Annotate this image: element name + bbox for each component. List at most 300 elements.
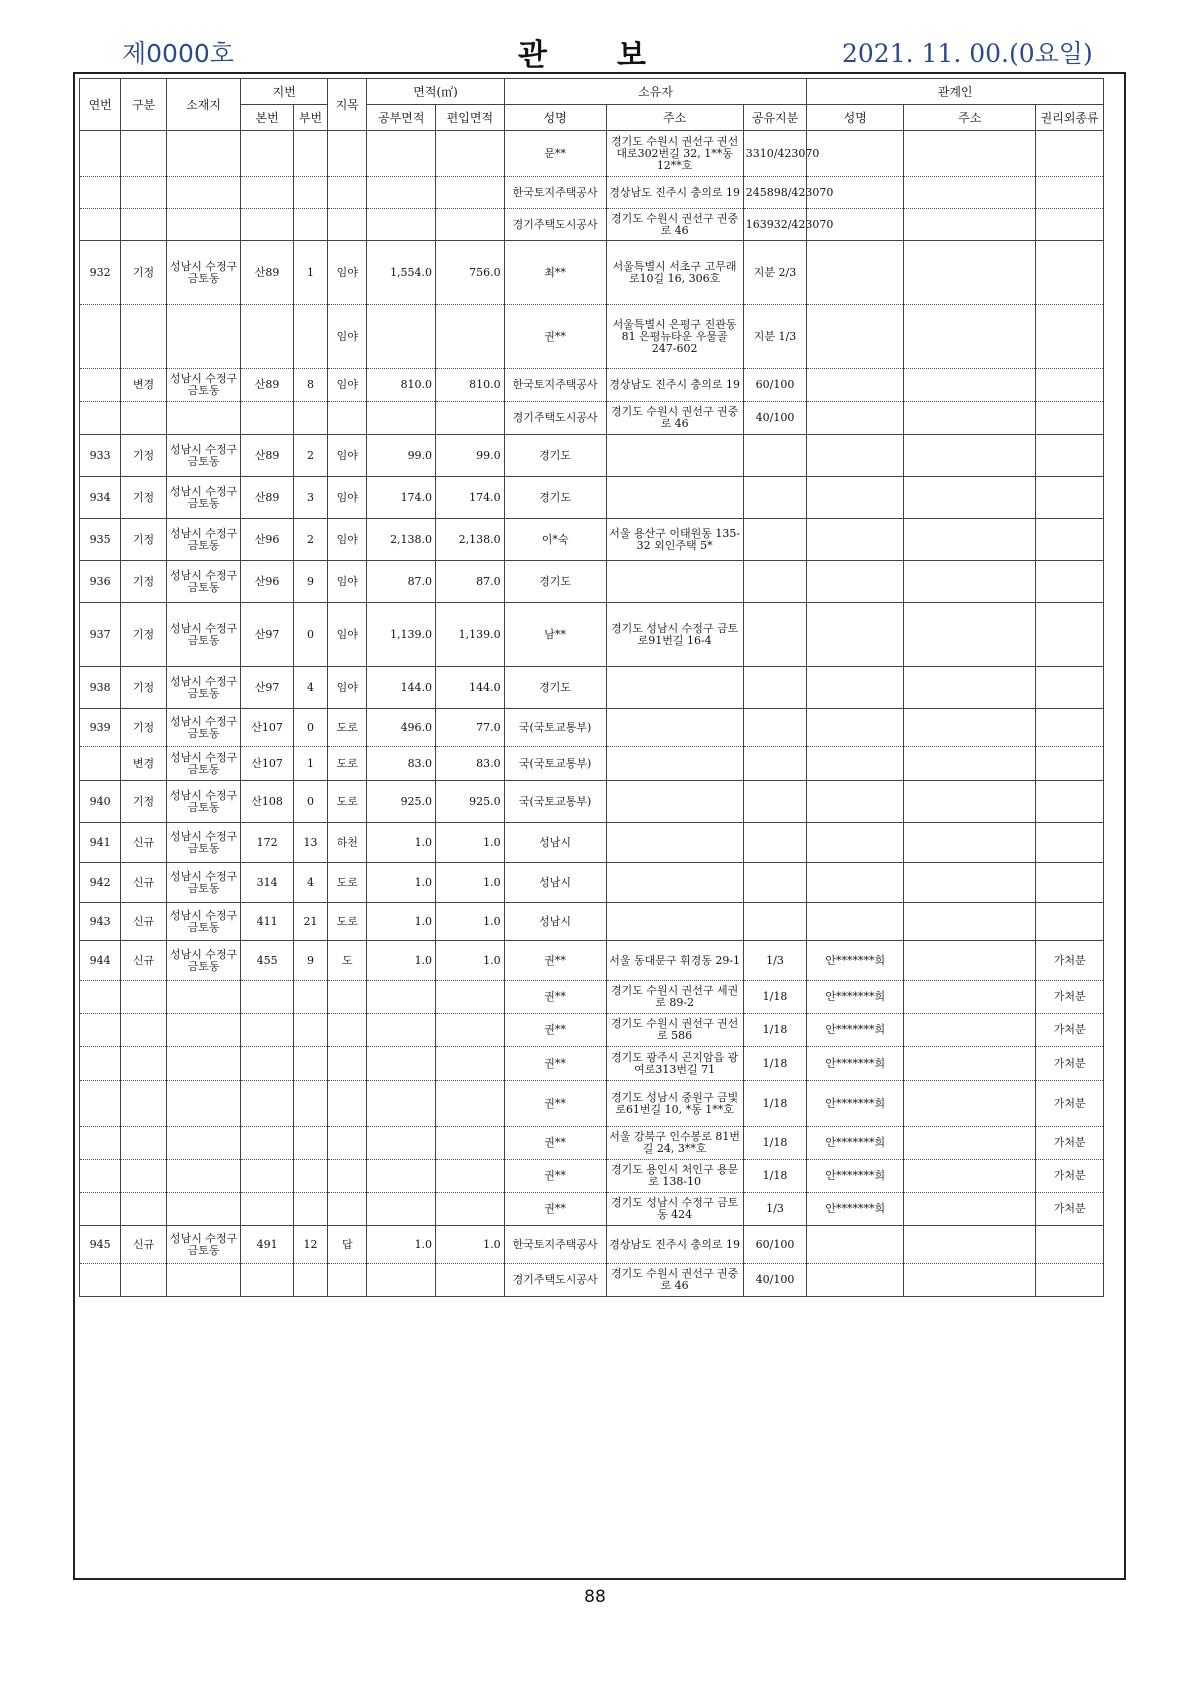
cell-owner-name: 경기도 — [504, 561, 606, 603]
cell-owner-name: 경기도 — [504, 667, 606, 709]
table-row — [80, 981, 1104, 1014]
cell-location: 성남시 수정구 금토동 — [166, 781, 241, 823]
cell-category — [328, 1127, 367, 1160]
cell-sub-no — [293, 1047, 327, 1081]
cell-main-no — [241, 209, 293, 241]
cell-share: 지분 2/3 — [743, 241, 807, 305]
table-row — [80, 1160, 1104, 1193]
cell-location — [166, 1047, 241, 1081]
cell-incl-area — [436, 981, 505, 1014]
cell-category: 도로 — [328, 781, 367, 823]
cell-incl-area — [436, 305, 505, 369]
col-rights: 권리외종류 — [1036, 105, 1104, 131]
cell-category: 임야 — [328, 241, 367, 305]
cell-incl-area: 1.0 — [436, 823, 505, 863]
cell-public-area — [367, 402, 436, 435]
cell-no — [80, 747, 121, 781]
cell-rel-address — [904, 177, 1036, 209]
cell-category — [328, 402, 367, 435]
cell-rel-address — [904, 402, 1036, 435]
cell-no — [80, 177, 121, 209]
cell-sub-no — [293, 131, 327, 177]
cell-incl-area — [436, 1160, 505, 1193]
cell-owner-address: 경기도 수원시 권선구 권선로 586 — [606, 1014, 743, 1047]
cell-sub-no: 2 — [293, 435, 327, 477]
cell-main-no: 산107 — [241, 747, 293, 781]
cell-category: 도로 — [328, 863, 367, 903]
cell-main-no — [241, 1127, 293, 1160]
cell-incl-area — [436, 1193, 505, 1226]
cell-no: 937 — [80, 603, 121, 667]
cell-incl-area: 77.0 — [436, 709, 505, 747]
cell-rel-address — [904, 747, 1036, 781]
cell-type: 변경 — [121, 747, 166, 781]
cell-share: 1/3 — [743, 941, 807, 981]
cell-main-no: 산96 — [241, 519, 293, 561]
cell-no: 939 — [80, 709, 121, 747]
cell-rel-name — [807, 781, 904, 823]
cell-incl-area: 1.0 — [436, 1226, 505, 1264]
cell-share — [743, 781, 807, 823]
cell-public-area: 810.0 — [367, 369, 436, 402]
cell-rel-name — [807, 667, 904, 709]
cell-owner-address — [606, 709, 743, 747]
cell-public-area — [367, 131, 436, 177]
cell-rel-address — [904, 435, 1036, 477]
cell-owner-address — [606, 667, 743, 709]
cell-category — [328, 209, 367, 241]
cell-category — [328, 1160, 367, 1193]
cell-public-area — [367, 1047, 436, 1081]
cell-main-no: 산89 — [241, 435, 293, 477]
cell-no — [80, 1081, 121, 1127]
cell-rel-name: 안*******희 — [807, 1193, 904, 1226]
col-location: 소재지 — [166, 79, 241, 131]
cell-owner-name: 성남시 — [504, 903, 606, 941]
cell-type: 기정 — [121, 709, 166, 747]
cell-rel-name: 안*******희 — [807, 981, 904, 1014]
cell-public-area: 1.0 — [367, 1226, 436, 1264]
cell-public-area: 1.0 — [367, 863, 436, 903]
cell-no: 940 — [80, 781, 121, 823]
cell-public-area — [367, 305, 436, 369]
cell-type — [121, 1193, 166, 1226]
cell-location: 성남시 수정구 금토동 — [166, 519, 241, 561]
cell-sub-no — [293, 981, 327, 1014]
cell-owner-name: 국(국토교통부) — [504, 747, 606, 781]
cell-no: 935 — [80, 519, 121, 561]
cell-owner-name: 권** — [504, 1127, 606, 1160]
cell-category — [328, 1081, 367, 1127]
cell-share: 40/100 — [743, 402, 807, 435]
cell-no: 942 — [80, 863, 121, 903]
cell-owner-name: 경기도 — [504, 477, 606, 519]
cell-rel-name — [807, 603, 904, 667]
cell-type: 기정 — [121, 435, 166, 477]
cell-type: 변경 — [121, 369, 166, 402]
cell-rel-name: 안*******희 — [807, 1047, 904, 1081]
cell-main-no: 455 — [241, 941, 293, 981]
cell-main-no: 산89 — [241, 477, 293, 519]
cell-sub-no: 1 — [293, 241, 327, 305]
cell-sub-no: 3 — [293, 477, 327, 519]
cell-incl-area: 810.0 — [436, 369, 505, 402]
cell-incl-area: 1.0 — [436, 941, 505, 981]
cell-rel-address — [904, 561, 1036, 603]
cell-main-no — [241, 305, 293, 369]
table-row — [80, 369, 1104, 402]
cell-public-area: 1.0 — [367, 823, 436, 863]
cell-owner-name: 한국토지주택공사 — [504, 177, 606, 209]
cell-type: 신규 — [121, 863, 166, 903]
cell-owner-name: 권** — [504, 1160, 606, 1193]
publication-title: 관보 — [518, 38, 716, 73]
col-public-area: 공부면적 — [367, 105, 436, 131]
cell-owner-name: 권** — [504, 1081, 606, 1127]
cell-location — [166, 131, 241, 177]
cell-share — [743, 747, 807, 781]
cell-rights — [1036, 369, 1104, 402]
cell-main-no — [241, 1264, 293, 1297]
cell-rel-name — [807, 241, 904, 305]
cell-no — [80, 209, 121, 241]
cell-location — [166, 402, 241, 435]
cell-rel-name — [807, 747, 904, 781]
cell-sub-no — [293, 1127, 327, 1160]
col-owner-address: 주소 — [606, 105, 743, 131]
cell-category: 임야 — [328, 667, 367, 709]
cell-owner-address: 경기도 수원시 권선구 권중로 46 — [606, 402, 743, 435]
cell-rel-name: 안*******희 — [807, 1127, 904, 1160]
cell-public-area: 1.0 — [367, 903, 436, 941]
cell-owner-name: 권** — [504, 981, 606, 1014]
cell-owner-address — [606, 903, 743, 941]
cell-sub-no — [293, 1193, 327, 1226]
cell-rel-name — [807, 823, 904, 863]
cell-public-area: 87.0 — [367, 561, 436, 603]
cell-owner-name: 권** — [504, 941, 606, 981]
cell-owner-address — [606, 823, 743, 863]
cell-owner-address: 서울특별시 은평구 진관동 81 은평뉴타운 우물골 247-602 — [606, 305, 743, 369]
cell-sub-no — [293, 1160, 327, 1193]
cell-owner-address: 경기도 수원시 권선구 권선대로302번길 32, 1**동 12**호 — [606, 131, 743, 177]
cell-type: 기정 — [121, 603, 166, 667]
cell-incl-area — [436, 1014, 505, 1047]
cell-rel-address — [904, 1264, 1036, 1297]
cell-incl-area — [436, 177, 505, 209]
cell-rights — [1036, 1226, 1104, 1264]
cell-main-no — [241, 177, 293, 209]
cell-rights — [1036, 402, 1104, 435]
cell-incl-area: 87.0 — [436, 561, 505, 603]
cell-no — [80, 402, 121, 435]
cell-rel-address — [904, 477, 1036, 519]
cell-public-area: 496.0 — [367, 709, 436, 747]
cell-main-no: 산107 — [241, 709, 293, 747]
cell-share — [743, 561, 807, 603]
cell-rel-address — [904, 369, 1036, 402]
cell-incl-area — [436, 131, 505, 177]
cell-rights — [1036, 305, 1104, 369]
cell-sub-no — [293, 209, 327, 241]
cell-type — [121, 1081, 166, 1127]
cell-rel-address — [904, 131, 1036, 177]
cell-rel-name: 안*******희 — [807, 941, 904, 981]
cell-owner-address: 경기도 수원시 권선구 권중로 46 — [606, 1264, 743, 1297]
cell-sub-no — [293, 1264, 327, 1297]
cell-rights — [1036, 131, 1104, 177]
cell-no: 936 — [80, 561, 121, 603]
cell-location: 성남시 수정구 금토동 — [166, 709, 241, 747]
cell-rel-address — [904, 781, 1036, 823]
cell-owner-address: 경기도 용인시 처인구 용문로 138-10 — [606, 1160, 743, 1193]
cell-owner-name: 국(국토교통부) — [504, 781, 606, 823]
cell-owner-name: 경기주택도시공사 — [504, 402, 606, 435]
page-number: 88 — [584, 1587, 606, 1607]
table-row — [80, 903, 1104, 941]
cell-incl-area — [436, 1047, 505, 1081]
col-lot: 지번 — [241, 79, 328, 105]
cell-incl-area: 144.0 — [436, 667, 505, 709]
cell-category: 임야 — [328, 519, 367, 561]
cell-no: 945 — [80, 1226, 121, 1264]
cell-category: 임야 — [328, 305, 367, 369]
cell-rights — [1036, 863, 1104, 903]
cell-public-area — [367, 209, 436, 241]
cell-category — [328, 131, 367, 177]
cell-location — [166, 305, 241, 369]
cell-owner-name: 경기도 — [504, 435, 606, 477]
cell-share — [743, 823, 807, 863]
cell-owner-address — [606, 561, 743, 603]
cell-rel-address — [904, 1160, 1036, 1193]
cell-share: 60/100 — [743, 369, 807, 402]
cell-rel-address — [904, 209, 1036, 241]
cell-rights: 가처분 — [1036, 1127, 1104, 1160]
cell-owner-address: 경상남도 진주시 충의로 19 — [606, 1226, 743, 1264]
cell-rel-name — [807, 709, 904, 747]
table-body — [80, 131, 1104, 1297]
cell-category: 임야 — [328, 603, 367, 667]
cell-sub-no — [293, 177, 327, 209]
cell-location — [166, 1014, 241, 1047]
cell-main-no — [241, 402, 293, 435]
cell-category: 도로 — [328, 747, 367, 781]
cell-rights: 가처분 — [1036, 1014, 1104, 1047]
cell-share: 3310/423070 — [743, 131, 807, 177]
table-row — [80, 1127, 1104, 1160]
cell-incl-area: 2,138.0 — [436, 519, 505, 561]
cell-type — [121, 209, 166, 241]
cell-owner-name: 한국토지주택공사 — [504, 1226, 606, 1264]
cell-share: 지분 1/3 — [743, 305, 807, 369]
cell-location: 성남시 수정구 금토동 — [166, 903, 241, 941]
cell-type — [121, 1264, 166, 1297]
cell-owner-address: 경기도 성남시 중원구 금빛로61번길 10, *동 1**호 — [606, 1081, 743, 1127]
cell-rel-name — [807, 435, 904, 477]
table-row — [80, 1047, 1104, 1081]
cell-incl-area: 174.0 — [436, 477, 505, 519]
cell-public-area: 144.0 — [367, 667, 436, 709]
cell-main-no — [241, 981, 293, 1014]
cell-rights — [1036, 241, 1104, 305]
cell-sub-no: 13 — [293, 823, 327, 863]
cell-location: 성남시 수정구 금토동 — [166, 747, 241, 781]
col-related: 관계인 — [807, 79, 1104, 105]
cell-no — [80, 1160, 121, 1193]
table-row — [80, 402, 1104, 435]
cell-rel-address — [904, 519, 1036, 561]
cell-public-area: 1,139.0 — [367, 603, 436, 667]
cell-location — [166, 1160, 241, 1193]
cell-location: 성남시 수정구 금토동 — [166, 477, 241, 519]
cell-owner-address: 서울 용산구 이태원동 135-32 외인주택 5* — [606, 519, 743, 561]
cell-category: 도 — [328, 941, 367, 981]
cell-owner-address: 경기도 성남시 수정구 금토로91번길 16-4 — [606, 603, 743, 667]
cell-public-area — [367, 1264, 436, 1297]
cell-main-no — [241, 1014, 293, 1047]
cell-rel-address — [904, 1014, 1036, 1047]
land-registry-table — [79, 78, 1104, 1297]
cell-rel-name — [807, 863, 904, 903]
cell-category: 답 — [328, 1226, 367, 1264]
cell-owner-address: 경기도 광주시 곤지암읍 광여로313번길 71 — [606, 1047, 743, 1081]
cell-sub-no: 4 — [293, 863, 327, 903]
cell-share — [743, 519, 807, 561]
cell-rights: 가처분 — [1036, 1081, 1104, 1127]
cell-rel-address — [904, 241, 1036, 305]
cell-rel-name — [807, 561, 904, 603]
cell-sub-no: 0 — [293, 603, 327, 667]
table-row — [80, 1081, 1104, 1127]
cell-owner-address: 경상남도 진주시 충의로 19 — [606, 177, 743, 209]
cell-public-area: 1,554.0 — [367, 241, 436, 305]
cell-rights — [1036, 667, 1104, 709]
col-main-no: 본번 — [241, 105, 293, 131]
cell-rel-address — [904, 667, 1036, 709]
cell-main-no: 314 — [241, 863, 293, 903]
cell-rights — [1036, 209, 1104, 241]
cell-sub-no — [293, 402, 327, 435]
cell-main-no: 산89 — [241, 369, 293, 402]
cell-owner-name: 국(국토교통부) — [504, 709, 606, 747]
col-area: 면적(㎡) — [367, 79, 504, 105]
cell-no — [80, 981, 121, 1014]
cell-type — [121, 305, 166, 369]
cell-no — [80, 1014, 121, 1047]
cell-type — [121, 131, 166, 177]
cell-rights: 가처분 — [1036, 981, 1104, 1014]
cell-share: 1/18 — [743, 981, 807, 1014]
cell-no: 944 — [80, 941, 121, 981]
cell-main-no: 산89 — [241, 241, 293, 305]
cell-rel-name — [807, 131, 904, 177]
cell-owner-address: 서울 동대문구 휘경동 29-1 — [606, 941, 743, 981]
cell-location — [166, 1264, 241, 1297]
cell-type: 기정 — [121, 781, 166, 823]
col-share: 공유지분 — [743, 105, 807, 131]
cell-incl-area — [436, 1081, 505, 1127]
cell-main-no — [241, 1047, 293, 1081]
cell-incl-area: 1.0 — [436, 903, 505, 941]
cell-rel-address — [904, 981, 1036, 1014]
cell-owner-name: 경기주택도시공사 — [504, 1264, 606, 1297]
cell-public-area: 1.0 — [367, 941, 436, 981]
cell-category: 임야 — [328, 561, 367, 603]
cell-owner-name: 성남시 — [504, 863, 606, 903]
cell-owner-address: 서울 강북구 인수봉로 81번길 24, 3**호 — [606, 1127, 743, 1160]
issue-number: 제0000호 — [122, 39, 234, 68]
cell-main-no — [241, 1193, 293, 1226]
table-row — [80, 177, 1104, 209]
table-row — [80, 1264, 1104, 1297]
cell-no — [80, 1127, 121, 1160]
cell-rights — [1036, 561, 1104, 603]
publication-date: 2021. 11. 00.(0요일) — [842, 39, 1093, 68]
cell-no — [80, 1193, 121, 1226]
cell-rights — [1036, 823, 1104, 863]
col-sub-no: 부번 — [293, 105, 327, 131]
cell-public-area: 925.0 — [367, 781, 436, 823]
cell-rights — [1036, 603, 1104, 667]
cell-owner-name: 문** — [504, 131, 606, 177]
cell-share: 1/18 — [743, 1127, 807, 1160]
cell-sub-no: 9 — [293, 561, 327, 603]
cell-incl-area: 1.0 — [436, 863, 505, 903]
cell-public-area: 99.0 — [367, 435, 436, 477]
cell-share: 40/100 — [743, 1264, 807, 1297]
cell-type: 기정 — [121, 477, 166, 519]
cell-category — [328, 1047, 367, 1081]
cell-location: 성남시 수정구 금토동 — [166, 1226, 241, 1264]
cell-type: 신규 — [121, 823, 166, 863]
cell-rel-address — [904, 863, 1036, 903]
cell-rights — [1036, 1264, 1104, 1297]
cell-rel-address — [904, 1127, 1036, 1160]
cell-category — [328, 1264, 367, 1297]
table-row — [80, 667, 1104, 709]
cell-no: 933 — [80, 435, 121, 477]
cell-sub-no: 9 — [293, 941, 327, 981]
cell-location: 성남시 수정구 금토동 — [166, 667, 241, 709]
cell-location: 성남시 수정구 금토동 — [166, 941, 241, 981]
cell-type: 기정 — [121, 667, 166, 709]
cell-owner-name: 최** — [504, 241, 606, 305]
cell-rel-name — [807, 903, 904, 941]
cell-public-area: 174.0 — [367, 477, 436, 519]
cell-sub-no: 0 — [293, 709, 327, 747]
cell-location — [166, 981, 241, 1014]
cell-sub-no: 12 — [293, 1226, 327, 1264]
cell-incl-area — [436, 402, 505, 435]
table-row — [80, 209, 1104, 241]
cell-owner-address: 경기도 성남시 수정구 금토동 424 — [606, 1193, 743, 1226]
table-row — [80, 781, 1104, 823]
cell-share — [743, 709, 807, 747]
cell-rel-name — [807, 305, 904, 369]
cell-no — [80, 1264, 121, 1297]
cell-no: 932 — [80, 241, 121, 305]
cell-rel-name — [807, 402, 904, 435]
cell-owner-name: 권** — [504, 1014, 606, 1047]
table-row — [80, 131, 1104, 177]
cell-main-no: 산97 — [241, 667, 293, 709]
cell-location: 성남시 수정구 금토동 — [166, 823, 241, 863]
cell-owner-name: 권** — [504, 305, 606, 369]
cell-public-area — [367, 1081, 436, 1127]
cell-rights — [1036, 519, 1104, 561]
cell-share — [743, 863, 807, 903]
